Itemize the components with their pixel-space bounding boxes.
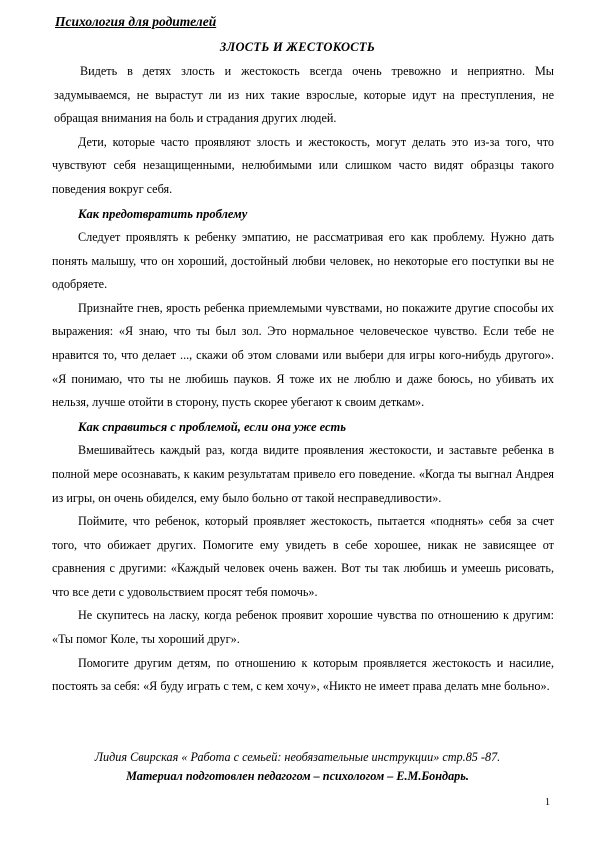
source-citation: Лидия Свирская « Работа с семьей: необязательные инструкции» стр.85 -87.: [94, 750, 501, 764]
section-heading: Как предотвратить проблему: [78, 206, 248, 221]
paragraph: Помогите другим детям, по отношению к которым проявляется жестокость и насилие, постоять за себя: «Я буду играть с тем, с кем хочу», «Никто не имеет права делать мне больно».: [52, 655, 554, 694]
article-title: ЗЛОСТЬ И ЖЕСТОКОСТЬ: [219, 40, 376, 54]
article-body: [52, 60, 554, 699]
paragraph: Не скупитесь на ласку, когда ребенок проявит хорошие чувства по отношению к другим: «Ты помог Коле, ты хороший друг».: [52, 608, 554, 647]
page-number: 1: [545, 797, 550, 808]
paragraph: Признайте гнев, ярость ребенка приемлемыми чувствами, но покажите другие способы их выражения: «Я знаю, что ты был зол. Это нормальное человеческое чувство. Если тебе не нравится то, что делает ..., скажи об этом словами или выбери для игры кого-нибудь другого». «Я понимаю, что ты не любишь пауков. Я тоже их не люблю и даже боюсь, но убивать их нельзя, лучше отойти в сторону, пусть скорее убегают к своим деткам».: [52, 300, 554, 410]
author-credit: Материал подготовлен педагогом – психологом – Е.М.Бондарь.: [126, 769, 469, 783]
paragraph: Дети, которые часто проявляют злость и жестокость, могут делать это из-за того, что чувствуют себя незащищенными, нелюбимыми или слишком часто видят образцы такого поведения вокруг себя.: [52, 134, 554, 196]
document-footer: [0, 748, 595, 786]
paragraph: Видеть в детях злость и жестокость всегда очень тревожно и неприятно. Мы задумываемся, не вырастут ли из них такие взрослые, которые идут на преступления, не обращая внимания на боль и страдания других людей.: [54, 64, 554, 126]
document-header: Психология для родителей: [55, 14, 217, 29]
paragraph: Вмешивайтесь каждый раз, когда видите проявления жестокости, и заставьте ребенка в полной мере осознавать, к каким результатам привело его поведение. «Когда ты выгнал Андрея из игры, он очень обиделся, ему было больно от такой несправедливости».: [52, 443, 554, 505]
section-heading: Как справиться с проблемой, если она уже есть: [78, 419, 346, 434]
paragraph: Поймите, что ребенок, который проявляет жестокость, пытается «поднять» себя за счет того, что обижает других. Помогите ему увидеть в себе хорошее, никак не зависящее от сравнения с другими: «Каждый человек очень важен. Вот ты так любишь и умеешь рисовать, что все дети с удовольствием просят тебя помочь».: [52, 514, 554, 599]
paragraph: Следует проявлять к ребенку эмпатию, не рассматривая его как проблему. Нужно дать понять малышу, что он хороший, достойный любви человек, но некоторые его поступки вы не одобряете.: [52, 230, 554, 292]
